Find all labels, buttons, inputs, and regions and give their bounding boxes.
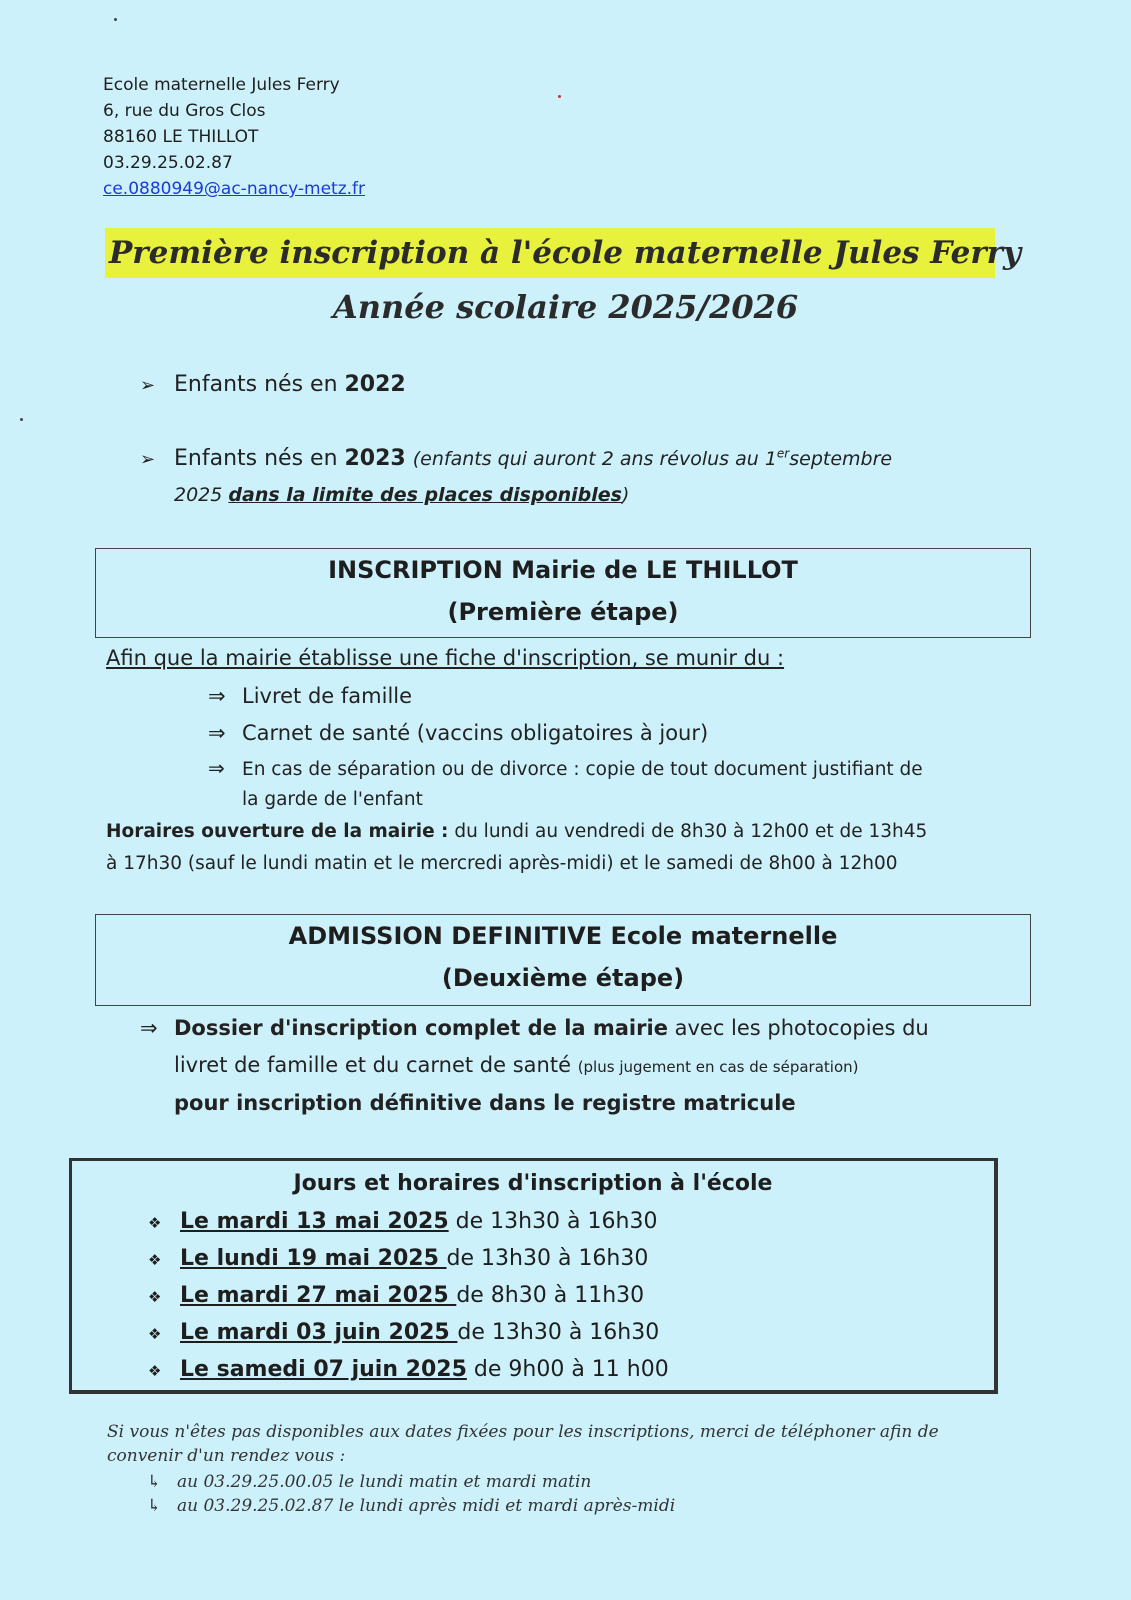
eligibility-2023: ➢ Enfants nés en 2023 (enfants qui auront 2 ans révolus au 1erseptembre: [140, 446, 893, 471]
mairie-hours-continued: à 17h30 (sauf le lundi matin et le mercredi après-midi) et le samedi de 8h00 à 12h00: [106, 853, 898, 874]
scan-speck: [20, 418, 23, 421]
schedule-box: [69, 1158, 998, 1394]
step1-box: [95, 548, 1031, 638]
school-phone: 03.29.25.02.87: [103, 153, 233, 173]
double-arrow-icon: ⇒: [140, 1016, 158, 1040]
school-street: 6, rue du Gros Clos: [103, 101, 266, 121]
step2-subtitle: (Deuxième étape): [441, 964, 685, 992]
scan-speck: [558, 95, 561, 98]
footer-line2: convenir d'un rendez vous :: [107, 1446, 346, 1466]
footer-line1: Si vous n'êtes pas disponibles aux dates fixées pour les inscriptions, merci de téléphoner afin de: [107, 1422, 939, 1442]
eligibility-2023-note: 2025 dans la limite des places disponibles): [174, 484, 630, 506]
footer-contact: ↳ au 03.29.25.02.87 le lundi après midi et mardi après-midi: [147, 1496, 676, 1516]
step2-line2: livret de famille et du carnet de santé (plus jugement en cas de séparation): [174, 1053, 859, 1077]
diamond-bullet-icon: ❖: [148, 1325, 162, 1343]
mairie-hours: Horaires ouverture de la mairie : du lundi au vendredi de 8h30 à 12h00 et de 13h45: [106, 821, 928, 842]
hook-arrow-icon: ↳: [147, 1472, 162, 1492]
footer-contact: ↳ au 03.29.25.00.05 le lundi matin et mardi matin: [147, 1472, 592, 1492]
step2-line1: ⇒ Dossier d'inscription complet de la mairie avec les photocopies du: [140, 1012, 929, 1044]
schedule-item: ❖ Le mardi 27 mai 2025 de 8h30 à 11h30: [148, 1283, 645, 1308]
hook-arrow-icon: ↳: [147, 1496, 162, 1516]
step1-title: INSCRIPTION Mairie de LE THILLOT: [328, 556, 798, 584]
school-address: [103, 72, 365, 202]
arrow-right-icon: ➢: [140, 449, 156, 470]
school-email-link[interactable]: ce.0880949@ac-nancy-metz.fr: [103, 179, 366, 199]
schedule-item: ❖ Le mardi 03 juin 2025 de 13h30 à 16h30: [148, 1320, 660, 1345]
scan-speck: [114, 18, 117, 21]
diamond-bullet-icon: ❖: [148, 1288, 162, 1306]
main-title: Première inscription à l'école maternelle Jules Ferry: [105, 228, 995, 278]
list-item: ⇒ Livret de famille: [208, 680, 412, 712]
school-year-title: Année scolaire 2025/2026: [332, 288, 799, 326]
school-city: 88160 LE THILLOT: [103, 127, 259, 147]
step1-intro: Afin que la mairie établisse une fiche d'inscription, se munir du :: [106, 646, 785, 670]
list-item: ⇒ En cas de séparation ou de divorce : copie de tout document justifiant de: [208, 752, 923, 786]
footer-note: [107, 1420, 1007, 1516]
school-name: Ecole maternelle Jules Ferry: [103, 75, 340, 95]
list-item-continued: la garde de l'enfant: [242, 789, 423, 810]
step2-title: ADMISSION DEFINITIVE Ecole maternelle: [288, 922, 838, 950]
double-arrow-icon: ⇒: [208, 756, 225, 780]
arrow-right-icon: ➢: [140, 375, 156, 396]
diamond-bullet-icon: ❖: [148, 1214, 162, 1232]
step2-box: [95, 914, 1031, 1006]
schedule-item: ❖ Le samedi 07 juin 2025 de 9h00 à 11 h00: [148, 1357, 669, 1382]
double-arrow-icon: ⇒: [208, 721, 226, 745]
schedule-item: ❖ Le mardi 13 mai 2025 de 13h30 à 16h30: [148, 1209, 658, 1234]
schedule-title: Jours et horaires d'inscription à l'école: [293, 1171, 773, 1196]
diamond-bullet-icon: ❖: [148, 1251, 162, 1269]
list-item: ⇒ Carnet de santé (vaccins obligatoires à jour): [208, 717, 708, 749]
diamond-bullet-icon: ❖: [148, 1362, 162, 1380]
schedule-item: ❖ Le lundi 19 mai 2025 de 13h30 à 16h30: [148, 1246, 649, 1271]
eligibility-2022: ➢ Enfants nés en 2022: [140, 372, 406, 397]
double-arrow-icon: ⇒: [208, 684, 226, 708]
step2-line3: pour inscription définitive dans le registre matricule: [174, 1091, 796, 1115]
step1-subtitle: (Première étape): [447, 598, 679, 626]
